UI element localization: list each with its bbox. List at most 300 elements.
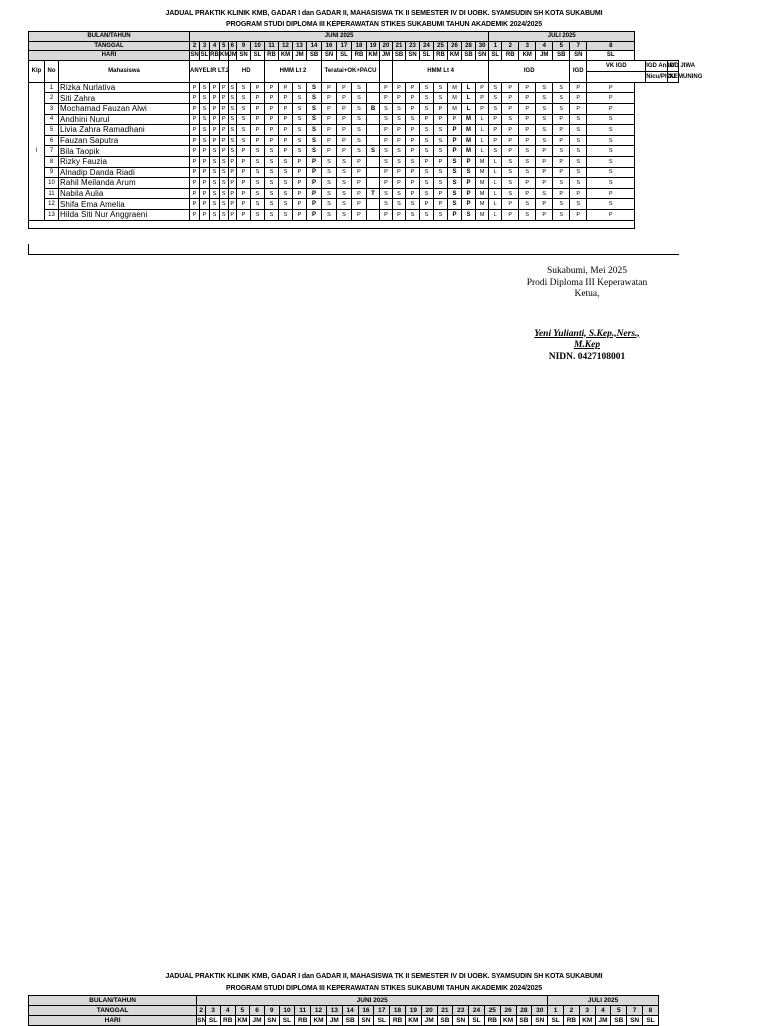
schedule-cell: P bbox=[570, 93, 587, 104]
date-cell: 26 bbox=[500, 1006, 516, 1016]
day-cell: RB bbox=[434, 51, 448, 61]
schedule-cell: P bbox=[553, 156, 570, 167]
schedule-cell: S bbox=[536, 82, 553, 93]
schedule-cell: M bbox=[476, 188, 489, 199]
date-cell: 2 bbox=[564, 1006, 580, 1016]
month-row bbox=[29, 996, 659, 1006]
date-cell: 20 bbox=[380, 41, 393, 51]
schedule-cell: P bbox=[220, 146, 229, 157]
schedule-cell: S bbox=[587, 114, 635, 125]
student-no: 5 bbox=[45, 125, 59, 136]
schedule-cell: S bbox=[352, 82, 367, 93]
schedule-cell: S bbox=[251, 156, 265, 167]
schedule-cell: S bbox=[434, 135, 448, 146]
day-cell: SN bbox=[532, 1016, 548, 1026]
schedule-title: JADUAL PRAKTIK KLINIK KMB, GADAR I dan GADAR II, MAHASISWA TK II SEMESTER IV DI UOBK. SYAMSUDIN SH KOTA SUKABUMI bbox=[165, 10, 603, 17]
schedule-cell: S bbox=[228, 125, 237, 136]
schedule-cell: P bbox=[380, 209, 393, 220]
date-cell: 23 bbox=[406, 41, 420, 51]
date-cell: 3 bbox=[519, 41, 536, 51]
schedule-cell: S bbox=[293, 135, 307, 146]
schedule-cell: P bbox=[307, 188, 322, 199]
separator-cell bbox=[367, 93, 380, 104]
schedule-cell: S bbox=[406, 114, 420, 125]
student-no: 4 bbox=[45, 114, 59, 125]
schedule-cell: P bbox=[210, 114, 220, 125]
schedule-cell: S bbox=[279, 167, 293, 178]
schedule-cell: P bbox=[434, 156, 448, 167]
date-cell: 20 bbox=[421, 1006, 437, 1016]
schedule-cell: S bbox=[237, 125, 251, 136]
schedule-cell: P bbox=[307, 209, 322, 220]
schedule-cell: P bbox=[337, 82, 352, 93]
day-cell: SL bbox=[587, 51, 635, 61]
schedule-cell: S bbox=[448, 156, 462, 167]
schedule-cell: S bbox=[200, 93, 210, 104]
date-cell: 28 bbox=[462, 41, 476, 51]
schedule-cell: S bbox=[570, 135, 587, 146]
day-cell: SL bbox=[489, 51, 502, 61]
day-cell: JM bbox=[380, 51, 393, 61]
schedule-cell: P bbox=[380, 125, 393, 136]
schedule-cell: P bbox=[228, 178, 237, 189]
schedule-cell: P bbox=[251, 103, 265, 114]
schedule-cell: P bbox=[322, 103, 337, 114]
date-cell: 5 bbox=[611, 1006, 627, 1016]
schedule-cell: P bbox=[322, 114, 337, 125]
day-cell: JM bbox=[250, 1016, 265, 1026]
day-cell: RB bbox=[484, 1016, 500, 1026]
schedule-cell: P bbox=[322, 93, 337, 104]
schedule-cell: P bbox=[434, 114, 448, 125]
schedule-cell: P bbox=[190, 125, 200, 136]
schedule-cell: P bbox=[519, 103, 536, 114]
schedule-cell: P bbox=[406, 125, 420, 136]
schedule-cell: S bbox=[570, 125, 587, 136]
schedule-cell: S bbox=[322, 188, 337, 199]
schedule-cell: P bbox=[587, 103, 635, 114]
schedule-cell: P bbox=[190, 178, 200, 189]
schedule-cell: M bbox=[462, 135, 476, 146]
unit-header: IGD bbox=[570, 60, 587, 82]
schedule-cell: S bbox=[237, 135, 251, 146]
schedule-cell: P bbox=[322, 146, 337, 157]
schedule-cell: P bbox=[462, 188, 476, 199]
schedule-cell: S bbox=[265, 178, 279, 189]
day-cell: RB bbox=[220, 1016, 235, 1026]
day-cell: KM bbox=[311, 1016, 327, 1026]
schedule-cell: P bbox=[200, 199, 210, 210]
student-name: Livia Zahra Ramadhani bbox=[59, 125, 190, 136]
schedule-cell: P bbox=[352, 209, 367, 220]
schedule-cell: S bbox=[293, 146, 307, 157]
table-row bbox=[29, 199, 679, 210]
schedule-cell: L bbox=[489, 188, 502, 199]
date-cell: 30 bbox=[476, 41, 489, 51]
schedule-cell: S bbox=[519, 156, 536, 167]
schedule-cell: P bbox=[190, 146, 200, 157]
schedule-cell: P bbox=[502, 135, 519, 146]
day-cell: KM bbox=[579, 1016, 595, 1026]
schedule-cell: P bbox=[237, 199, 251, 210]
schedule-cell: P bbox=[337, 103, 352, 114]
schedule-cell: S bbox=[337, 167, 352, 178]
day-cell: SB bbox=[611, 1016, 627, 1026]
schedule-cell: S bbox=[570, 156, 587, 167]
schedule-cell: S bbox=[279, 178, 293, 189]
day-cell: SN bbox=[627, 1016, 643, 1026]
student-name: Hilda Siti Nur Anggraeni bbox=[59, 209, 190, 220]
schedule-cell: S bbox=[393, 199, 406, 210]
schedule-cell: P bbox=[251, 114, 265, 125]
unit-header: HD bbox=[228, 60, 265, 82]
day-cell: SB bbox=[553, 51, 570, 61]
schedule-cell: P bbox=[228, 199, 237, 210]
schedule-cell: P bbox=[519, 135, 536, 146]
schedule-cell: S bbox=[228, 103, 237, 114]
schedule-cell: P bbox=[200, 178, 210, 189]
schedule-cell: P bbox=[337, 146, 352, 157]
schedule-cell: P bbox=[448, 209, 462, 220]
schedule-cell: S bbox=[393, 146, 406, 157]
schedule-cell: P bbox=[190, 188, 200, 199]
schedule-cell: S bbox=[352, 114, 367, 125]
schedule-cell: S bbox=[489, 93, 502, 104]
schedule-cell: P bbox=[279, 93, 293, 104]
schedule-cell: S bbox=[220, 199, 229, 210]
schedule-cell: P bbox=[265, 125, 279, 136]
date-cell: 24 bbox=[469, 1006, 485, 1016]
table-row bbox=[29, 114, 679, 125]
schedule-cell: P bbox=[237, 146, 251, 157]
schedule-cell: P bbox=[462, 156, 476, 167]
student-name: Nabila Aulia bbox=[59, 188, 190, 199]
schedule-cell: S bbox=[237, 114, 251, 125]
schedule-cell: P bbox=[519, 125, 536, 136]
schedule-cell: P bbox=[570, 188, 587, 199]
schedule-cell: P bbox=[519, 114, 536, 125]
schedule-cell: P bbox=[448, 146, 462, 157]
day-cell: SL bbox=[469, 1016, 485, 1026]
schedule-cell: S bbox=[307, 135, 322, 146]
student-no: 7 bbox=[45, 146, 59, 157]
schedule-cell: P bbox=[553, 167, 570, 178]
schedule-cell: S bbox=[380, 199, 393, 210]
schedule-cell: P bbox=[406, 135, 420, 146]
student-no: 9 bbox=[45, 167, 59, 178]
schedule-cell: P bbox=[210, 103, 220, 114]
schedule-cell: S bbox=[380, 114, 393, 125]
schedule-cell: L bbox=[476, 114, 489, 125]
date-cell: 14 bbox=[307, 41, 322, 51]
schedule-cell: L bbox=[489, 167, 502, 178]
schedule-cell: S bbox=[265, 167, 279, 178]
schedule-cell: P bbox=[352, 188, 367, 199]
schedule-cell: P bbox=[462, 199, 476, 210]
day-cell: JM bbox=[293, 51, 307, 61]
separator-cell bbox=[367, 135, 380, 146]
schedule-cell: S bbox=[293, 125, 307, 136]
day-cell: SB bbox=[516, 1016, 532, 1026]
date-cell: 14 bbox=[342, 1006, 358, 1016]
student-no: 6 bbox=[45, 135, 59, 146]
separator-cell bbox=[367, 167, 380, 178]
schedule-cell: S bbox=[587, 199, 635, 210]
schedule-cell: P bbox=[570, 82, 587, 93]
day-cell: SL bbox=[206, 1016, 221, 1026]
schedule-cell: P bbox=[210, 125, 220, 136]
schedule-cell: P bbox=[420, 156, 434, 167]
page2-subtitle: PROGRAM STUDI DIPLOMA III KEPERAWATAN STIKES SUKABUMI TAHUN AKADEMIK 2024/2025 bbox=[225, 985, 543, 992]
schedule-cell: P bbox=[434, 188, 448, 199]
schedule-cell: S bbox=[337, 188, 352, 199]
schedule-cell: S bbox=[337, 156, 352, 167]
student-no: 3 bbox=[45, 103, 59, 114]
schedule-cell: P bbox=[393, 125, 406, 136]
schedule-cell: S bbox=[502, 178, 519, 189]
day-cell: KM bbox=[500, 1016, 516, 1026]
schedule-cell: S bbox=[380, 156, 393, 167]
schedule-cell: P bbox=[489, 114, 502, 125]
schedule-cell: S bbox=[279, 156, 293, 167]
separator-cell bbox=[367, 209, 380, 220]
day-cell: SN bbox=[570, 51, 587, 61]
date-cell: 7 bbox=[570, 41, 587, 51]
schedule-cell: P bbox=[322, 82, 337, 93]
schedule-cell: P bbox=[553, 114, 570, 125]
schedule-cell: S bbox=[406, 156, 420, 167]
month-june: JUNI 2025 bbox=[190, 32, 489, 42]
month-july: JULI 2025 bbox=[548, 996, 659, 1006]
day-cell: SB bbox=[437, 1016, 453, 1026]
date-cell: 21 bbox=[437, 1006, 453, 1016]
schedule-cell: S bbox=[570, 178, 587, 189]
month-june: JUNI 2025 bbox=[197, 996, 548, 1006]
schedule-cell: S bbox=[265, 146, 279, 157]
day-cell: SL bbox=[337, 51, 352, 61]
day-cell: RB bbox=[502, 51, 519, 61]
schedule-cell: S bbox=[200, 114, 210, 125]
day-cell: KM bbox=[519, 51, 536, 61]
schedule-cell: P bbox=[210, 93, 220, 104]
schedule-cell: P bbox=[519, 93, 536, 104]
schedule-cell: P bbox=[352, 156, 367, 167]
schedule-cell: S bbox=[237, 82, 251, 93]
schedule-cell: S bbox=[279, 188, 293, 199]
day-cell: SN bbox=[264, 1016, 279, 1026]
schedule-cell: L bbox=[462, 93, 476, 104]
schedule-cell: P bbox=[190, 167, 200, 178]
empty-cell bbox=[29, 220, 635, 228]
empty-row bbox=[29, 220, 679, 228]
schedule-cell: P bbox=[265, 93, 279, 104]
schedule-cell: S bbox=[536, 103, 553, 114]
schedule-cell: P bbox=[380, 135, 393, 146]
schedule-cell: S bbox=[448, 178, 462, 189]
schedule-cell: S bbox=[265, 188, 279, 199]
schedule-cell: P bbox=[393, 178, 406, 189]
schedule-cell: S bbox=[536, 93, 553, 104]
schedule-cell: S bbox=[265, 199, 279, 210]
schedule-cell: P bbox=[587, 93, 635, 104]
date-cell: 3 bbox=[206, 1006, 221, 1016]
schedule-cell: S bbox=[352, 135, 367, 146]
schedule-cell: S bbox=[265, 156, 279, 167]
schedule-cell: M bbox=[448, 82, 462, 93]
student-name: Andhini Nurul bbox=[59, 114, 190, 125]
schedule-cell: P bbox=[352, 178, 367, 189]
schedule-cell: S bbox=[502, 114, 519, 125]
schedule-cell: P bbox=[536, 209, 553, 220]
date-cell: 2 bbox=[502, 41, 519, 51]
date-cell: 4 bbox=[595, 1006, 611, 1016]
schedule-cell: S bbox=[380, 188, 393, 199]
schedule-cell: P bbox=[380, 82, 393, 93]
page2-schedule-table bbox=[28, 995, 659, 1026]
schedule-cell: P bbox=[553, 125, 570, 136]
no-header: No bbox=[45, 60, 59, 82]
schedule-cell: P bbox=[570, 209, 587, 220]
schedule-cell: S bbox=[420, 135, 434, 146]
schedule-cell: S bbox=[322, 199, 337, 210]
day-cell: RB bbox=[352, 51, 367, 61]
signature-role: Ketua, bbox=[574, 289, 600, 299]
day-cell: SN bbox=[322, 51, 337, 61]
schedule-cell: S bbox=[553, 82, 570, 93]
schedule-cell: P bbox=[587, 209, 635, 220]
schedule-cell: S bbox=[553, 199, 570, 210]
date-cell: 26 bbox=[448, 41, 462, 51]
schedule-cell: S bbox=[519, 167, 536, 178]
schedule-cell: S bbox=[200, 125, 210, 136]
student-name: Fauzan Saputra bbox=[59, 135, 190, 146]
schedule-cell: P bbox=[420, 199, 434, 210]
day-cell: SL bbox=[420, 51, 434, 61]
month-label: BULAN/TAHUN bbox=[29, 996, 197, 1006]
schedule-cell: P bbox=[587, 82, 635, 93]
signature-org: Prodi Diploma III Keperawatan bbox=[526, 277, 648, 288]
schedule-cell: P bbox=[322, 135, 337, 146]
schedule-cell: M bbox=[462, 125, 476, 136]
date-cell: 13 bbox=[293, 41, 307, 51]
student-no: 11 bbox=[45, 188, 59, 199]
klp-header: Klp bbox=[29, 60, 45, 82]
date-cell: 11 bbox=[265, 41, 279, 51]
separator-cell bbox=[367, 114, 380, 125]
date-cell: 23 bbox=[453, 1006, 469, 1016]
schedule-cell: P bbox=[406, 93, 420, 104]
date-row bbox=[29, 1006, 659, 1016]
schedule-cell: S bbox=[307, 125, 322, 136]
schedule-cell: P bbox=[237, 188, 251, 199]
schedule-cell: S bbox=[200, 82, 210, 93]
schedule-cell: S bbox=[587, 178, 635, 189]
schedule-cell: S bbox=[420, 125, 434, 136]
student-name: Bila Taopik bbox=[59, 146, 190, 157]
schedule-cell: L bbox=[476, 135, 489, 146]
date-cell: 7 bbox=[627, 1006, 643, 1016]
schedule-cell: S bbox=[322, 156, 337, 167]
table-row bbox=[29, 125, 679, 136]
schedule-cell: P bbox=[265, 82, 279, 93]
schedule-cell: S bbox=[434, 178, 448, 189]
separator-cell bbox=[367, 82, 380, 93]
schedule-cell: L bbox=[462, 103, 476, 114]
schedule-cell: P bbox=[352, 199, 367, 210]
schedule-cell: P bbox=[536, 199, 553, 210]
schedule-cell: P bbox=[380, 167, 393, 178]
schedule-cell: P bbox=[406, 167, 420, 178]
schedule-cell: S bbox=[420, 82, 434, 93]
day-cell: KM bbox=[235, 1016, 250, 1026]
schedule-cell: P bbox=[220, 103, 229, 114]
schedule-cell: P bbox=[448, 114, 462, 125]
student-name: Alnadip Danda Riadi bbox=[59, 167, 190, 178]
schedule-cell: P bbox=[279, 125, 293, 136]
schedule-cell: S bbox=[489, 82, 502, 93]
separator-cell: T bbox=[367, 188, 380, 199]
date-cell: 2 bbox=[197, 1006, 206, 1016]
schedule-cell: S bbox=[587, 135, 635, 146]
student-no: 8 bbox=[45, 156, 59, 167]
schedule-subtitle: PROGRAM STUDI DIPLOMA III KEPERAWATAN STIKES SUKABUMI TAHUN AKADEMIK 2024/2025 bbox=[225, 21, 543, 28]
schedule-cell: P bbox=[228, 188, 237, 199]
schedule-cell: S bbox=[307, 82, 322, 93]
student-name: Shifa Ema Amelia bbox=[59, 199, 190, 210]
day-cell: SL bbox=[548, 1016, 564, 1026]
schedule-cell: S bbox=[393, 114, 406, 125]
day-cell: KM bbox=[368, 52, 378, 59]
schedule-cell: M bbox=[476, 178, 489, 189]
day-cell: RB bbox=[210, 52, 219, 59]
day-cell: JM bbox=[228, 52, 237, 59]
date-cell: 21 bbox=[393, 41, 406, 51]
schedule-cell: S bbox=[587, 167, 635, 178]
schedule-cell: S bbox=[406, 199, 420, 210]
schedule-cell: S bbox=[237, 103, 251, 114]
schedule-cell: S bbox=[489, 103, 502, 114]
schedule-cell: S bbox=[420, 167, 434, 178]
schedule-cell: S bbox=[220, 209, 229, 220]
schedule-cell: P bbox=[210, 82, 220, 93]
day-cell: JM bbox=[326, 1016, 342, 1026]
student-no: 13 bbox=[45, 209, 59, 220]
schedule-cell: S bbox=[519, 209, 536, 220]
schedule-cell: S bbox=[322, 178, 337, 189]
schedule-cell: P bbox=[237, 209, 251, 220]
schedule-cell: S bbox=[420, 103, 434, 114]
group-cell: I bbox=[29, 82, 45, 220]
schedule-cell: S bbox=[210, 146, 220, 157]
day-cell: JM bbox=[421, 1016, 437, 1026]
day-cell: SN bbox=[197, 1017, 207, 1024]
unit-sub-empty bbox=[587, 71, 646, 82]
day-cell: RB bbox=[390, 1016, 406, 1026]
separator-cell: B bbox=[367, 103, 380, 114]
schedule-cell: P bbox=[536, 146, 553, 157]
date-cell: 13 bbox=[326, 1006, 342, 1016]
schedule-cell: P bbox=[519, 178, 536, 189]
schedule-cell: S bbox=[420, 178, 434, 189]
schedule-cell: P bbox=[190, 209, 200, 220]
schedule-cell: S bbox=[228, 146, 237, 157]
schedule-cell: P bbox=[200, 156, 210, 167]
schedule-cell: S bbox=[434, 82, 448, 93]
schedule-cell: P bbox=[265, 103, 279, 114]
schedule-cell: M bbox=[462, 146, 476, 157]
schedule-cell: M bbox=[462, 114, 476, 125]
date-cell: 12 bbox=[279, 41, 293, 51]
